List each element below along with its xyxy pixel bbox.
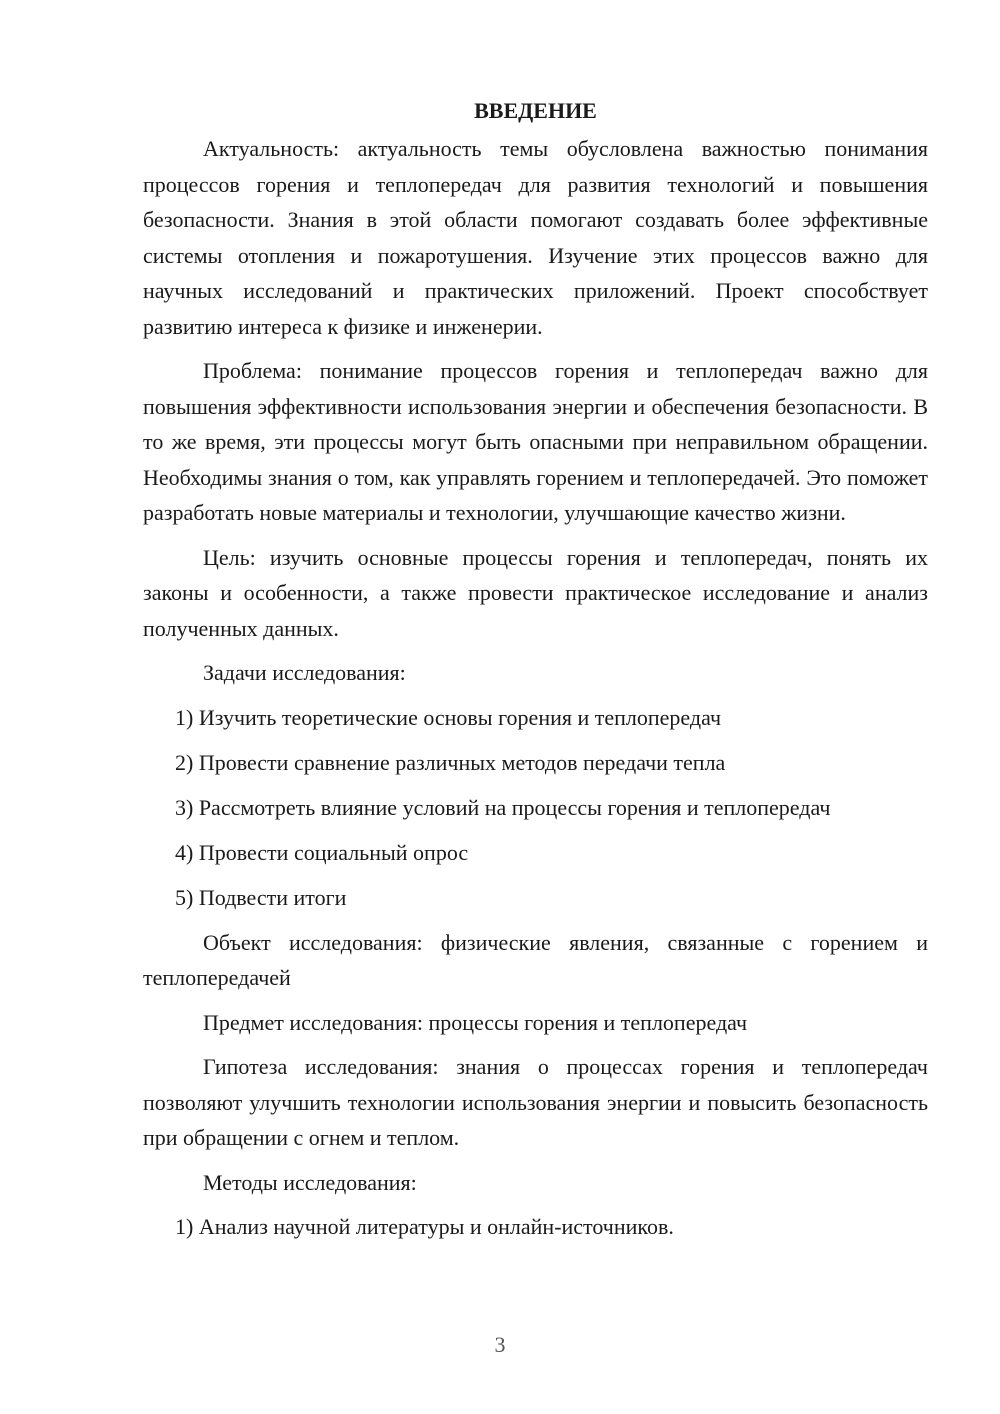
methods-list (143, 1209, 928, 1245)
goal-paragraph: Цель: изучить основные процессы горения и теплопередач, понять их законы и особенности, а также провести практическое исследование и анализ полученных данных. (143, 544, 928, 641)
tasks-list (143, 700, 928, 916)
relevance-paragraph: Актуальность: актуальность темы обусловлена важностью понимания процессов горения и теплопередач для развития технологий и повышения безопасности. Знания в этой области помогают создавать более эффективные системы отопления и пожаротушения. Изучение этих процессов важно для научных исследований и практических приложений. Проект способствует развитию интереса к физике и инженерии. (143, 136, 928, 339)
list-item: 3) Рассмотреть влияние условий на процессы горения и теплопередач (175, 794, 831, 820)
tasks-heading: Задачи исследования: (203, 660, 406, 685)
list-item: 4) Провести социальный опрос (175, 839, 469, 865)
list-item: 5) Подвести итоги (175, 884, 347, 910)
page-title: ВВЕДЕНИЕ (474, 98, 597, 123)
list-item: 1) Изучить теоретические основы горения и теплопередач (175, 704, 722, 730)
object-paragraph: Объект исследования: физические явления, связанные с горением и теплопередачей (143, 929, 928, 990)
hypothesis-paragraph: Гипотеза исследования: знания о процессах горения и теплопередач позволяют улучшить технологии использования энергии и повысить безопасность при обращении с огнем и теплом. (143, 1054, 928, 1150)
problem-paragraph: Проблема: понимание процессов горения и теплопередач важно для повышения эффективности использования энергии и обеспечения безопасности. В то же время, эти процессы могут быть опасными при неправильном обращении. Необходимы знания о том, как управлять горением и теплопередачей. Это поможет разработать новые материалы и технологии, улучшающие качество жизни. (143, 358, 928, 525)
list-item: 2) Провести сравнение различных методов передачи тепла (175, 749, 726, 775)
page-number: 3 (494, 1332, 506, 1357)
methods-heading: Методы исследования: (203, 1169, 417, 1195)
list-item: 1) Анализ научной литературы и онлайн-источников. (175, 1214, 674, 1239)
subject-paragraph: Предмет исследования: процессы горения и теплопередач (203, 1009, 748, 1035)
document-page (143, 92, 928, 1254)
